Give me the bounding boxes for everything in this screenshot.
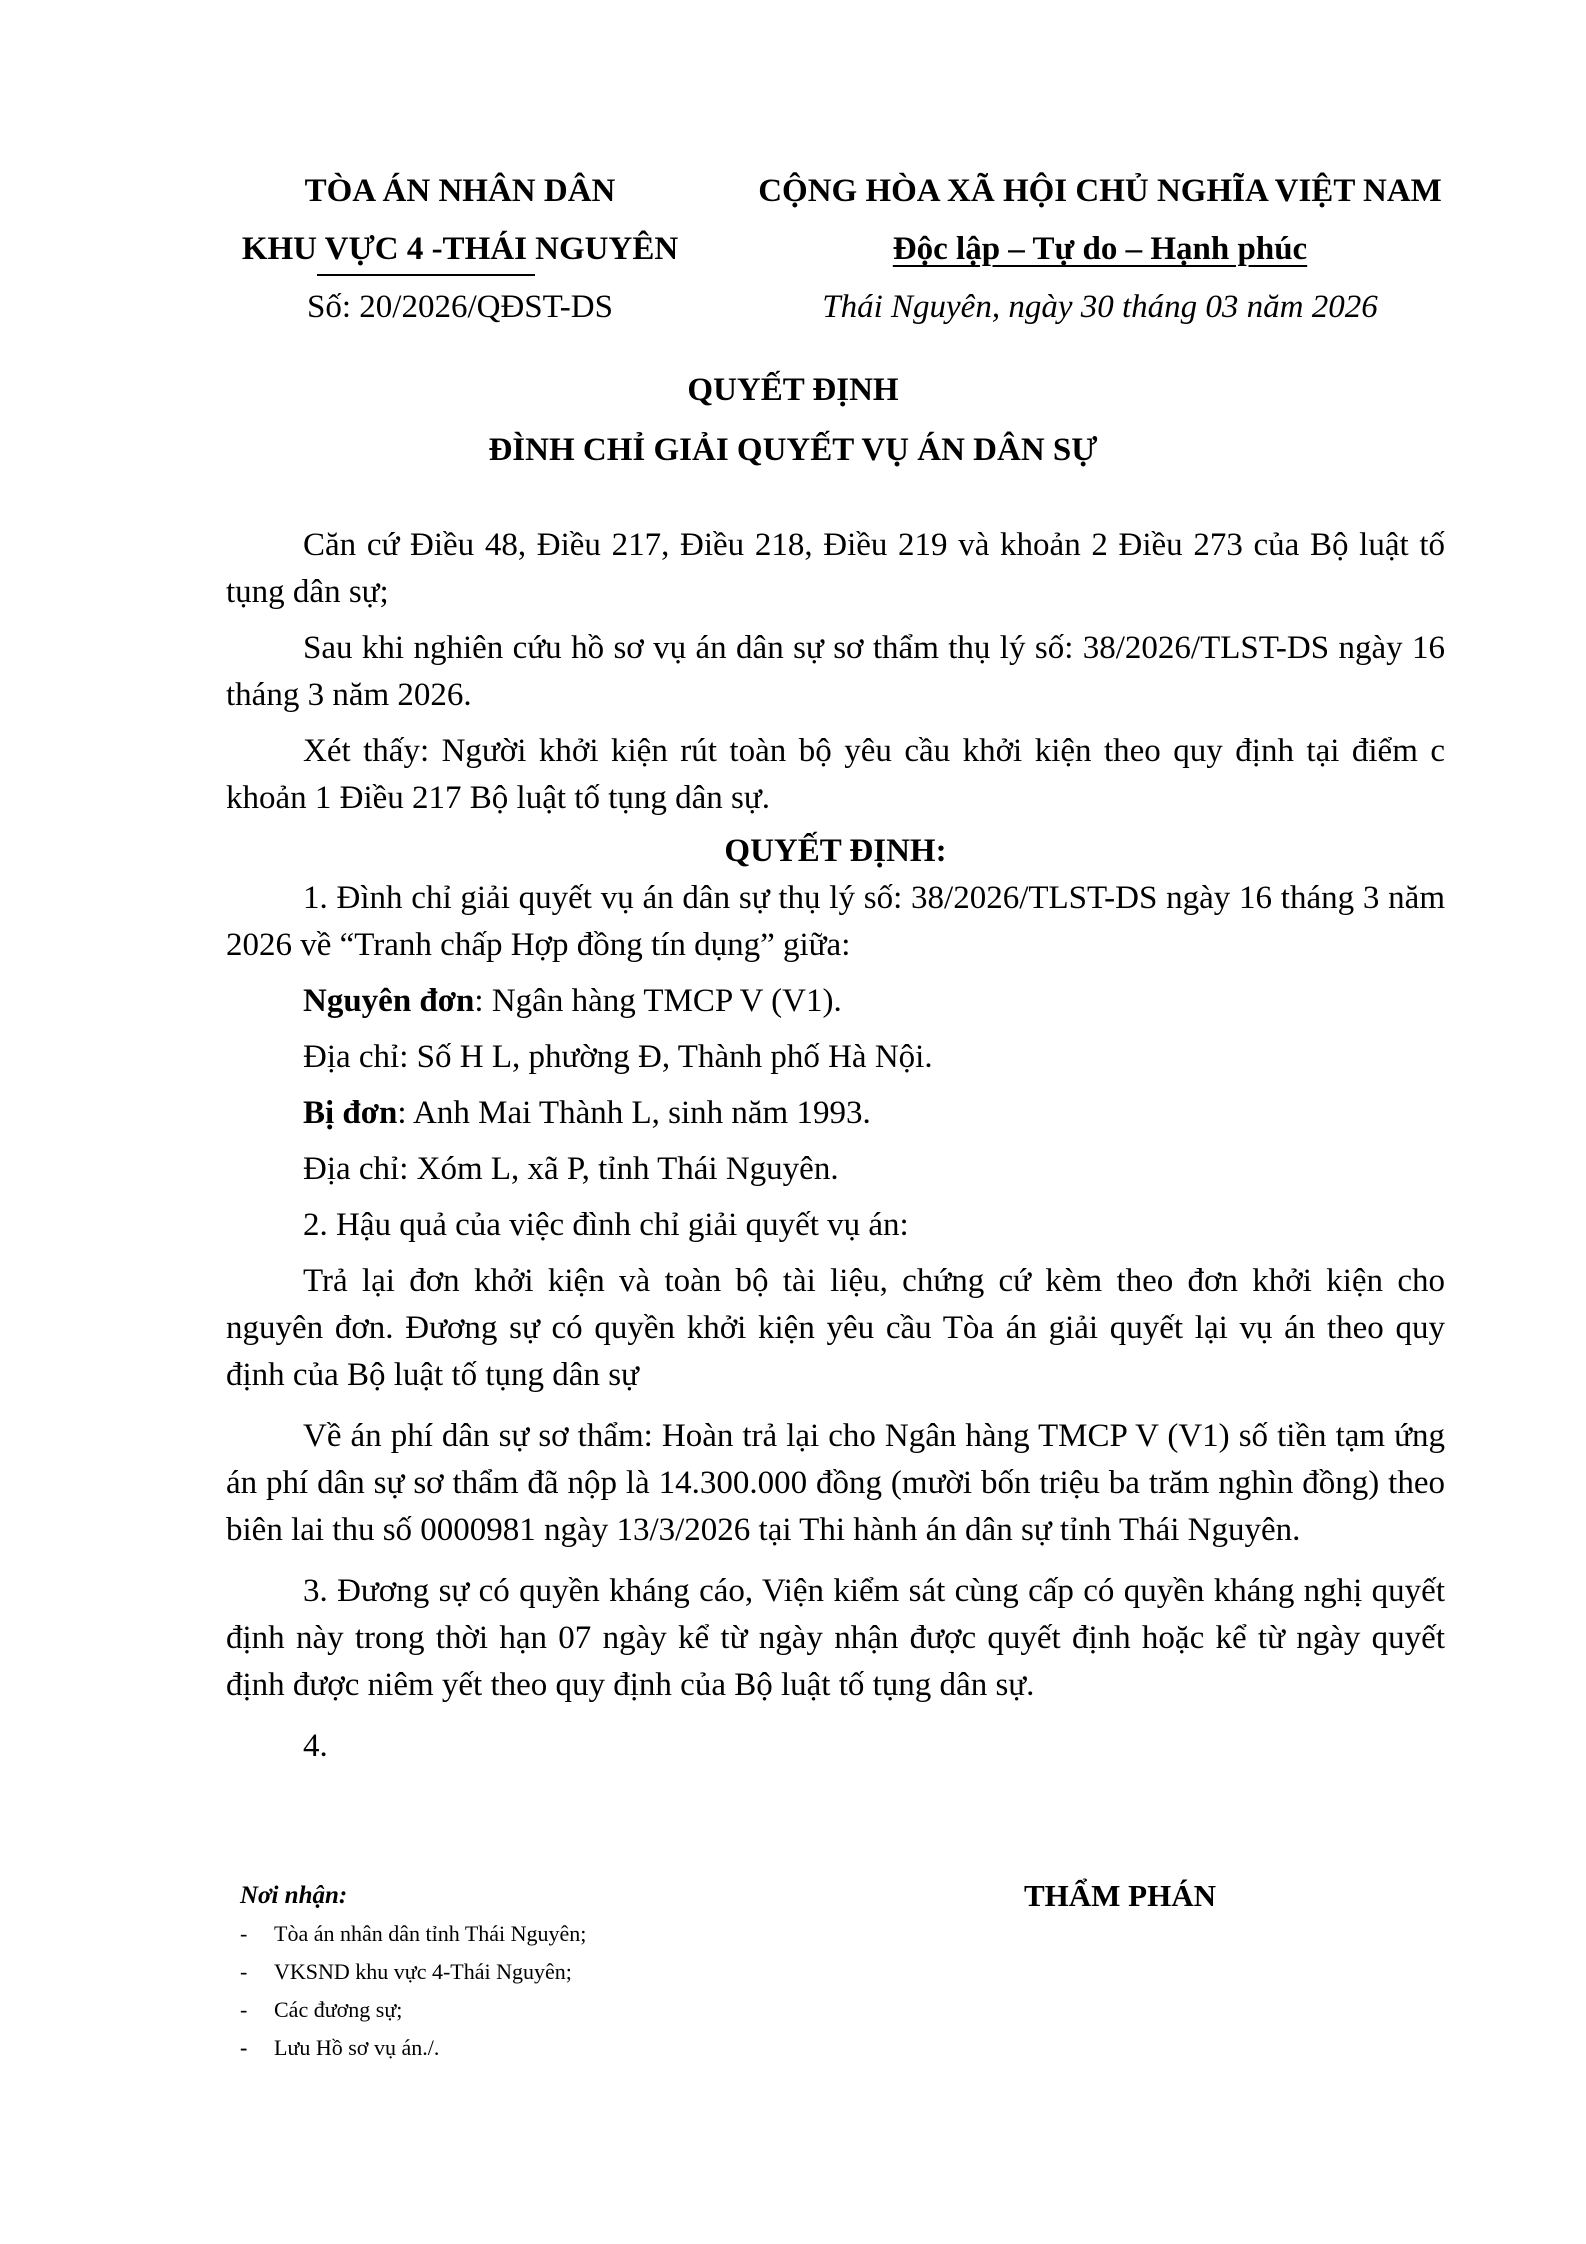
plaintiff-value: : Ngân hàng TMCP V (V1). xyxy=(474,983,842,1019)
recipient-item: - Các đương sự; xyxy=(240,1997,403,2022)
court-region: KHU VỰC 4 -THÁI NGUYÊN xyxy=(241,231,679,267)
plaintiff-line xyxy=(226,978,1445,1025)
plaintiff-address: Địa chỉ: Số H L, phường Đ, Thành phố Hà Nội. xyxy=(303,1039,933,1075)
defendant-address: Địa chỉ: Xóm L, xã P, tỉnh Thái Nguyên. xyxy=(303,1151,839,1187)
judge-signature-title: THẨM PHÁN xyxy=(1023,1878,1216,1913)
recipients-title: Nơi nhận: xyxy=(240,1882,348,1909)
document-title: QUYẾT ĐỊNH xyxy=(687,372,899,408)
place-date: Thái Nguyên, ngày 30 tháng 03 năm 2026 xyxy=(822,289,1378,325)
decision-item-4: 4. xyxy=(303,1728,328,1764)
decision-item-3: 3. Đương sự có quyền kháng cáo, Viện kiểm sát cùng cấp có quyền kháng nghị quyết định này trong thời hạn 07 ngày kể từ ngày nhận được quyết định hoặc kể từ ngày quyết định được niêm yết theo quy định của Bộ luật tố tụng dân sự. xyxy=(226,1573,1445,1703)
recipient-item: - Lưu Hồ sơ vụ án./. xyxy=(240,2035,440,2060)
court-underline xyxy=(317,274,535,276)
defendant-value: : Anh Mai Thành L, sinh năm 1993. xyxy=(397,1095,871,1131)
decision-number: Số: 20/2026/QĐST-DS xyxy=(307,289,613,325)
basis-paragraph: Sau khi nghiên cứu hồ sơ vụ án dân sự sơ thẩm thụ lý số: 38/2026/TLST-DS ngày 16 tháng 3 năm 2026. xyxy=(226,630,1445,713)
decision-heading: QUYẾT ĐỊNH: xyxy=(724,833,947,869)
basis-paragraph: Xét thấy: Người khởi kiện rút toàn bộ yêu cầu khởi kiện theo quy định tại điểm c khoản 1 Điều 217 Bộ luật tố tụng dân sự. xyxy=(226,733,1445,816)
national-header xyxy=(720,162,1480,336)
document-body xyxy=(226,522,1445,1770)
defendant-label: Bị đơn xyxy=(303,1095,398,1131)
national-title: CỘNG HÒA XÃ HỘI CHỦ NGHĨA VIỆT NAM xyxy=(758,173,1442,209)
decision-item-2-detail: Trả lại đơn khởi kiện và toàn bộ tài liệu, chứng cứ kèm theo đơn khởi kiện cho nguyên đơn. Đương sự có quyền khởi kiện yêu cầu Tòa án giải quyết lại vụ án theo quy định của Bộ luật tố tụng dân sự xyxy=(226,1263,1445,1393)
court-name: TÒA ÁN NHÂN DÂN xyxy=(304,173,616,209)
defendant-line xyxy=(226,1090,1445,1137)
plaintiff-label: Nguyên đơn xyxy=(303,983,475,1019)
recipients-block xyxy=(240,1877,800,2067)
recipient-item: - VKSND khu vực 4-Thái Nguyên; xyxy=(240,1959,572,1984)
recipient-item: - Tòa án nhân dân tỉnh Thái Nguyên; xyxy=(240,1921,587,1946)
decision-item-2: 2. Hậu quả của việc đình chỉ giải quyết vụ án: xyxy=(303,1207,909,1243)
decision-item-1: 1. Đình chỉ giải quyết vụ án dân sự thụ lý số: 38/2026/TLST-DS ngày 16 tháng 3 năm 2026 về “Tranh chấp Hợp đồng tín dụng” giữa: xyxy=(226,880,1445,963)
court-header xyxy=(210,162,710,336)
national-motto: Độc lập – Tự do – Hạnh phúc xyxy=(892,231,1308,267)
document-subtitle: ĐÌNH CHỈ GIẢI QUYẾT VỤ ÁN DÂN SỰ xyxy=(488,432,1098,468)
basis-paragraph: Căn cứ Điều 48, Điều 217, Điều 218, Điều 219 và khoản 2 Điều 273 của Bộ luật tố tụng dân sự; xyxy=(226,527,1445,610)
court-fee-paragraph: Về án phí dân sự sơ thẩm: Hoàn trả lại cho Ngân hàng TMCP V (V1) số tiền tạm ứng án phí dân sự sơ thẩm đã nộp là 14.300.000 đồng (mười bốn triệu ba trăm nghìn đồng) theo biên lai thu số 0000981 ngày 13/3/2026 tại Thi hành án dân sự tỉnh Thái Nguyên. xyxy=(226,1418,1445,1548)
